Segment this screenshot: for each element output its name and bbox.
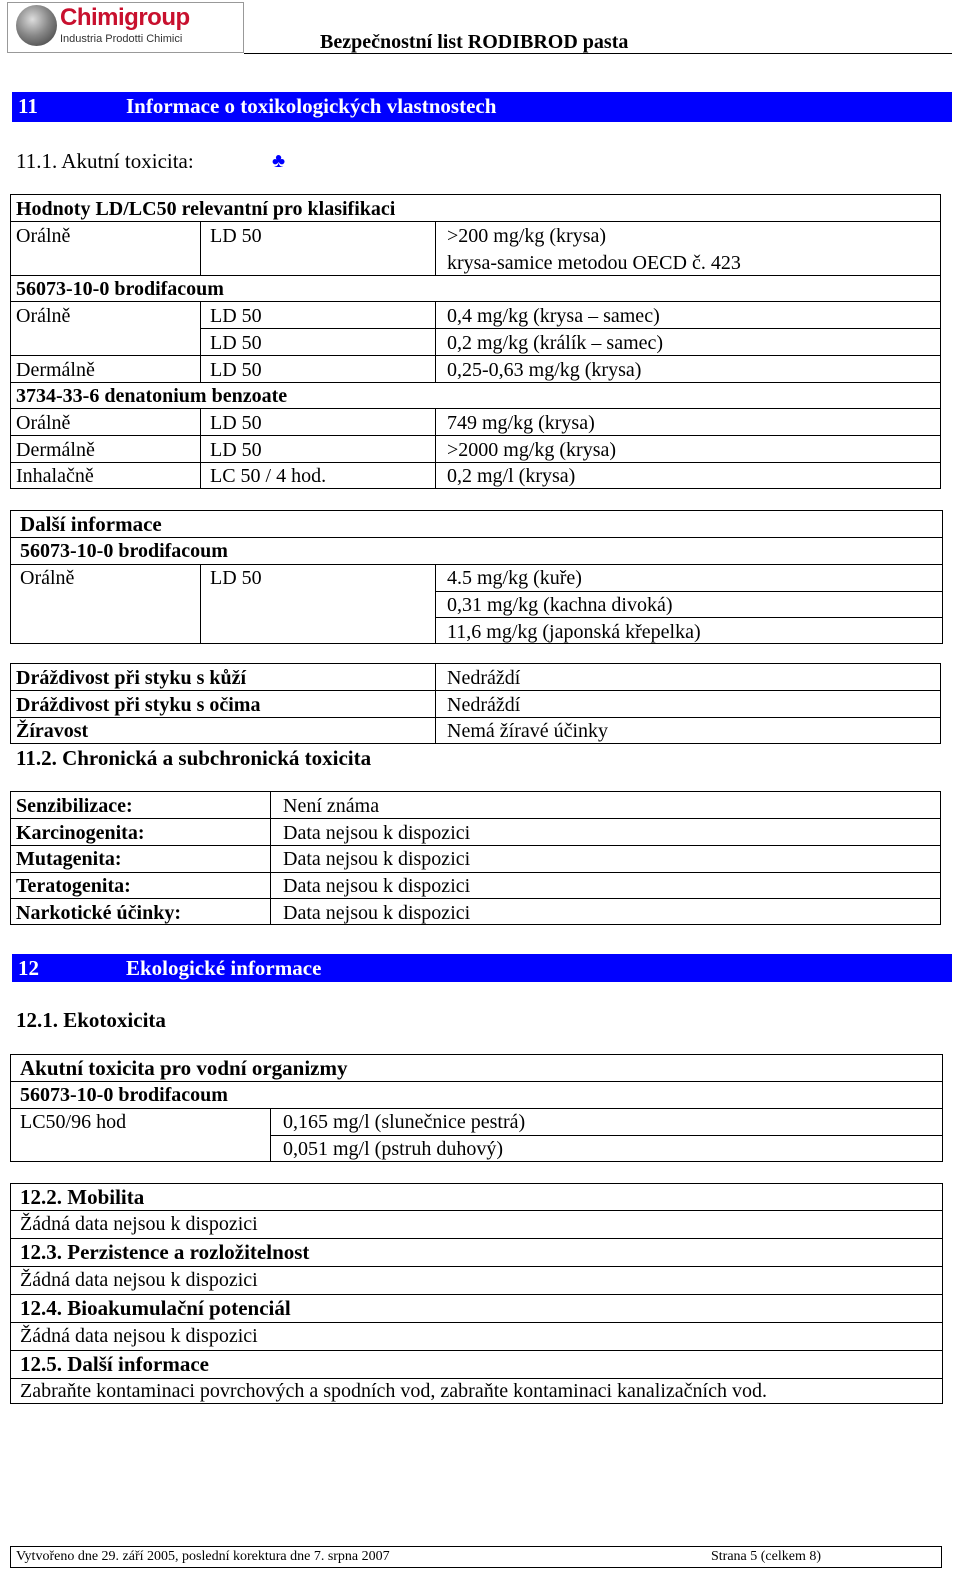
section-12-band <box>12 954 952 982</box>
route-cell: Dermálně <box>16 439 95 461</box>
type-cell: LD 50 <box>210 332 262 354</box>
section-12-number: 12 <box>18 956 39 980</box>
chronic-label: Senzibilizace: <box>16 795 133 817</box>
ld-table-col <box>200 301 201 382</box>
aquatic-col <box>270 1108 271 1162</box>
ld-table-rule <box>10 355 941 356</box>
method-cell: krysa-samice metodou OECD č. 423 <box>447 252 741 274</box>
chronic-label: Teratogenita: <box>16 875 131 897</box>
value-cell: 11,6 mg/kg (japonská křepelka) <box>447 621 701 643</box>
eco-rule <box>10 1350 943 1351</box>
company-logo-icon <box>16 5 57 46</box>
irritation-label: Dráždivost při styku s kůží <box>16 667 247 689</box>
club-icon: ♣ <box>272 150 286 172</box>
ld-table-col <box>200 221 201 275</box>
route-cell: Inhalačně <box>16 465 94 487</box>
subsection-heading: 12.2. Mobilita <box>20 1185 145 1209</box>
header-rule <box>244 53 952 54</box>
eco-rule <box>10 1238 943 1239</box>
chronic-value: Data nejsou k dispozici <box>283 902 471 924</box>
eco-rule <box>10 1322 943 1323</box>
aquatic-heading: Akutní toxicita pro vodní organizmy <box>20 1056 348 1080</box>
value-cell: >200 mg/kg (krysa) <box>447 225 607 247</box>
further-rule <box>435 591 943 592</box>
type-cell: LC 50 / 4 hod. <box>210 465 327 487</box>
document-title: Bezpečnostní list RODIBROD pasta <box>320 31 629 53</box>
ld-table-col <box>435 221 436 275</box>
type-cell: LD 50 <box>210 305 262 327</box>
type-cell: LD 50 <box>210 439 262 461</box>
route-cell: Dermálně <box>16 359 95 381</box>
type-cell: LC50/96 hod <box>20 1111 127 1133</box>
value-cell: 0,25-0,63 mg/kg (krysa) <box>447 359 642 381</box>
value-cell: 0,051 mg/l (pstruh duhový) <box>283 1138 503 1160</box>
value-cell: 4.5 mg/kg (kuře) <box>447 567 582 589</box>
ld-table-rule <box>10 408 941 409</box>
irritation-rule <box>10 690 941 691</box>
value-cell: 0,2 mg/kg (králík – samec) <box>447 332 664 354</box>
type-cell: LD 50 <box>210 225 262 247</box>
company-logo-name: Chimigroup <box>60 4 190 31</box>
eco-rule <box>10 1210 943 1211</box>
subsection-text: Žádná data nejsou k dispozici <box>20 1213 258 1235</box>
route-cell: Orálně <box>16 305 71 327</box>
ld-table-rule <box>200 328 941 329</box>
ld-table-rule <box>10 301 941 302</box>
aquatic-rule <box>10 1108 943 1109</box>
irritation-value: Nemá žíravé účinky <box>447 720 609 742</box>
chronic-label: Mutagenita: <box>16 848 122 870</box>
chronic-value: Data nejsou k dispozici <box>283 848 471 870</box>
footer-created: Vytvořeno dne 29. září 2005, poslední korektura dne 7. srpna 2007 <box>16 1549 390 1564</box>
further-rule <box>10 564 943 565</box>
subsection-heading: 12.4. Bioakumulační potenciál <box>20 1296 291 1320</box>
value-cell: 0,2 mg/l (krysa) <box>447 465 576 487</box>
section-11-title: Informace o toxikologických vlastnostech <box>126 94 497 118</box>
eco-rule <box>10 1294 943 1295</box>
irritation-label: Žíravost <box>16 720 89 742</box>
subheading-11-2: 11.2. Chronická a subchronická toxicita <box>16 746 372 770</box>
ld-table-rule <box>10 435 941 436</box>
irritation-label: Dráždivost při styku s očima <box>16 694 261 716</box>
route-cell: Orálně <box>16 225 71 247</box>
subsection-heading: 12.3. Perzistence a rozložitelnost <box>20 1240 310 1264</box>
further-col <box>435 564 436 644</box>
value-cell: 0,31 mg/kg (kachna divoká) <box>447 594 673 616</box>
value-cell: 0,4 mg/kg (krysa – samec) <box>447 305 660 327</box>
section-11-number: 11 <box>18 94 38 118</box>
further-rule <box>10 537 943 538</box>
ld-table-rule <box>10 382 941 383</box>
further-rule <box>435 617 943 618</box>
footer-page-number: Strana 5 (celkem 8) <box>711 1549 822 1564</box>
substance-heading: 56073-10-0 brodifacoum <box>20 540 228 562</box>
value-cell: >2000 mg/kg (krysa) <box>447 439 617 461</box>
chronic-col <box>270 791 271 925</box>
chronic-rule <box>10 872 941 873</box>
substance-heading: 56073-10-0 brodifacoum <box>20 1084 228 1106</box>
ld-table-col <box>435 301 436 382</box>
irritation-value: Nedráždí <box>447 694 521 716</box>
chronic-label: Narkotické účinky: <box>16 902 181 924</box>
section-11-band <box>12 92 952 122</box>
ld-table-rule <box>10 275 941 276</box>
aquatic-rule <box>10 1081 943 1082</box>
further-info-heading: Další informace <box>20 512 162 536</box>
section-12-title: Ekologické informace <box>126 956 322 980</box>
substance-heading: 56073-10-0 brodifacoum <box>16 278 224 300</box>
subsection-text: Žádná data nejsou k dispozici <box>20 1269 258 1291</box>
type-cell: LD 50 <box>210 359 262 381</box>
substance-heading: 3734-33-6 denatonium benzoate <box>16 385 288 407</box>
irritation-value: Nedráždí <box>447 667 521 689</box>
subsection-heading: 12.5. Další informace <box>20 1352 209 1376</box>
value-cell: 0,165 mg/l (slunečnice pestrá) <box>283 1111 526 1133</box>
eco-rule <box>10 1266 943 1267</box>
aquatic-rule <box>270 1135 943 1136</box>
chronic-rule <box>10 898 941 899</box>
irritation-rule <box>10 717 941 718</box>
subheading-12-1: 12.1. Ekotoxicita <box>16 1008 166 1032</box>
further-col <box>200 564 201 644</box>
irritation-col <box>435 663 436 744</box>
ld-table-rule <box>10 221 941 222</box>
value-cell: 749 mg/kg (krysa) <box>447 412 595 434</box>
chronic-value: Data nejsou k dispozici <box>283 875 471 897</box>
route-cell: Orálně <box>20 567 75 589</box>
route-cell: Orálně <box>16 412 71 434</box>
type-cell: LD 50 <box>210 412 262 434</box>
ld-table-col <box>435 408 436 489</box>
subsection-text: Zabraňte kontaminaci povrchových a spodních vod, zabraňte kontaminaci kanalizačních vod. <box>20 1380 767 1402</box>
chronic-value: Není známa <box>283 795 380 817</box>
subheading-11-1: 11.1. Akutní toxicita: <box>16 149 194 173</box>
company-logo-tagline: Industria Prodotti Chimici <box>60 33 183 45</box>
chronic-rule <box>10 818 941 819</box>
type-cell: LD 50 <box>210 567 262 589</box>
ld-table-col <box>200 408 201 489</box>
subsection-text: Žádná data nejsou k dispozici <box>20 1325 258 1347</box>
ld-table-rule <box>10 462 941 463</box>
chronic-rule <box>10 845 941 846</box>
ld-table-heading: Hodnoty LD/LC50 relevantní pro klasifikaci <box>16 198 396 220</box>
chronic-label: Karcinogenita: <box>16 822 145 844</box>
chronic-value: Data nejsou k dispozici <box>283 822 471 844</box>
